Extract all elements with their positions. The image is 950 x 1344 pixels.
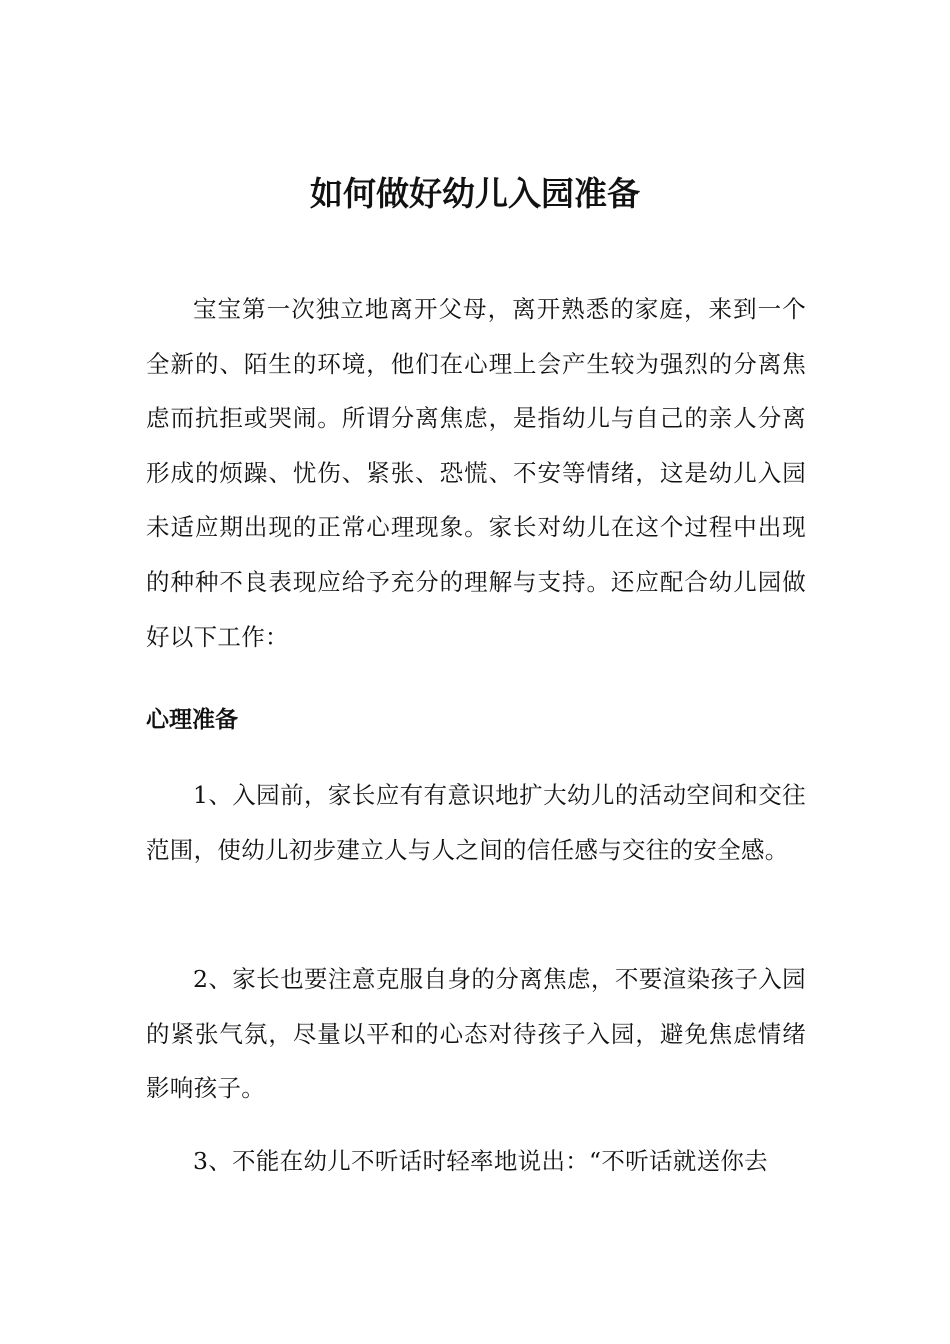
section-heading: 心理准备 [146, 707, 238, 733]
intro-paragraph: 宝宝第一次独立地离开父母，离开熟悉的家庭，来到一个全新的、陌生的环境，他们在心理上会产生较为强烈的分离焦虑而抗拒或哭闹。所谓分离焦虑，是指幼儿与自己的亲人分离形成的烦躁、忧伤、紧张、恐慌、不安等情绪，这是幼儿入园未适应期出现的正常心理现象。家长对幼儿在这个过程中出现的种种不良表现应给予充分的理解与支持。还应配合幼儿园做好以下工作： [146, 295, 806, 651]
list-item: 1、入园前，家长应有有意识地扩大幼儿的活动空间和交往范围，使幼儿初步建立人与人之间的信任感与交往的安全感。 [146, 781, 806, 864]
page-title: 如何做好幼儿入园准备 [310, 174, 640, 213]
document-body [146, 282, 806, 1175]
list-item: 2、家长也要注意克服自身的分离焦虑，不要渲染孩子入园的紧张气氛，尽量以平和的心态对待孩子入园，避免焦虑情绪影响孩子。 [146, 965, 806, 1103]
list-item: 3、不能在幼儿不听话时轻率地说出：“不听话就送你去 [193, 1147, 768, 1175]
